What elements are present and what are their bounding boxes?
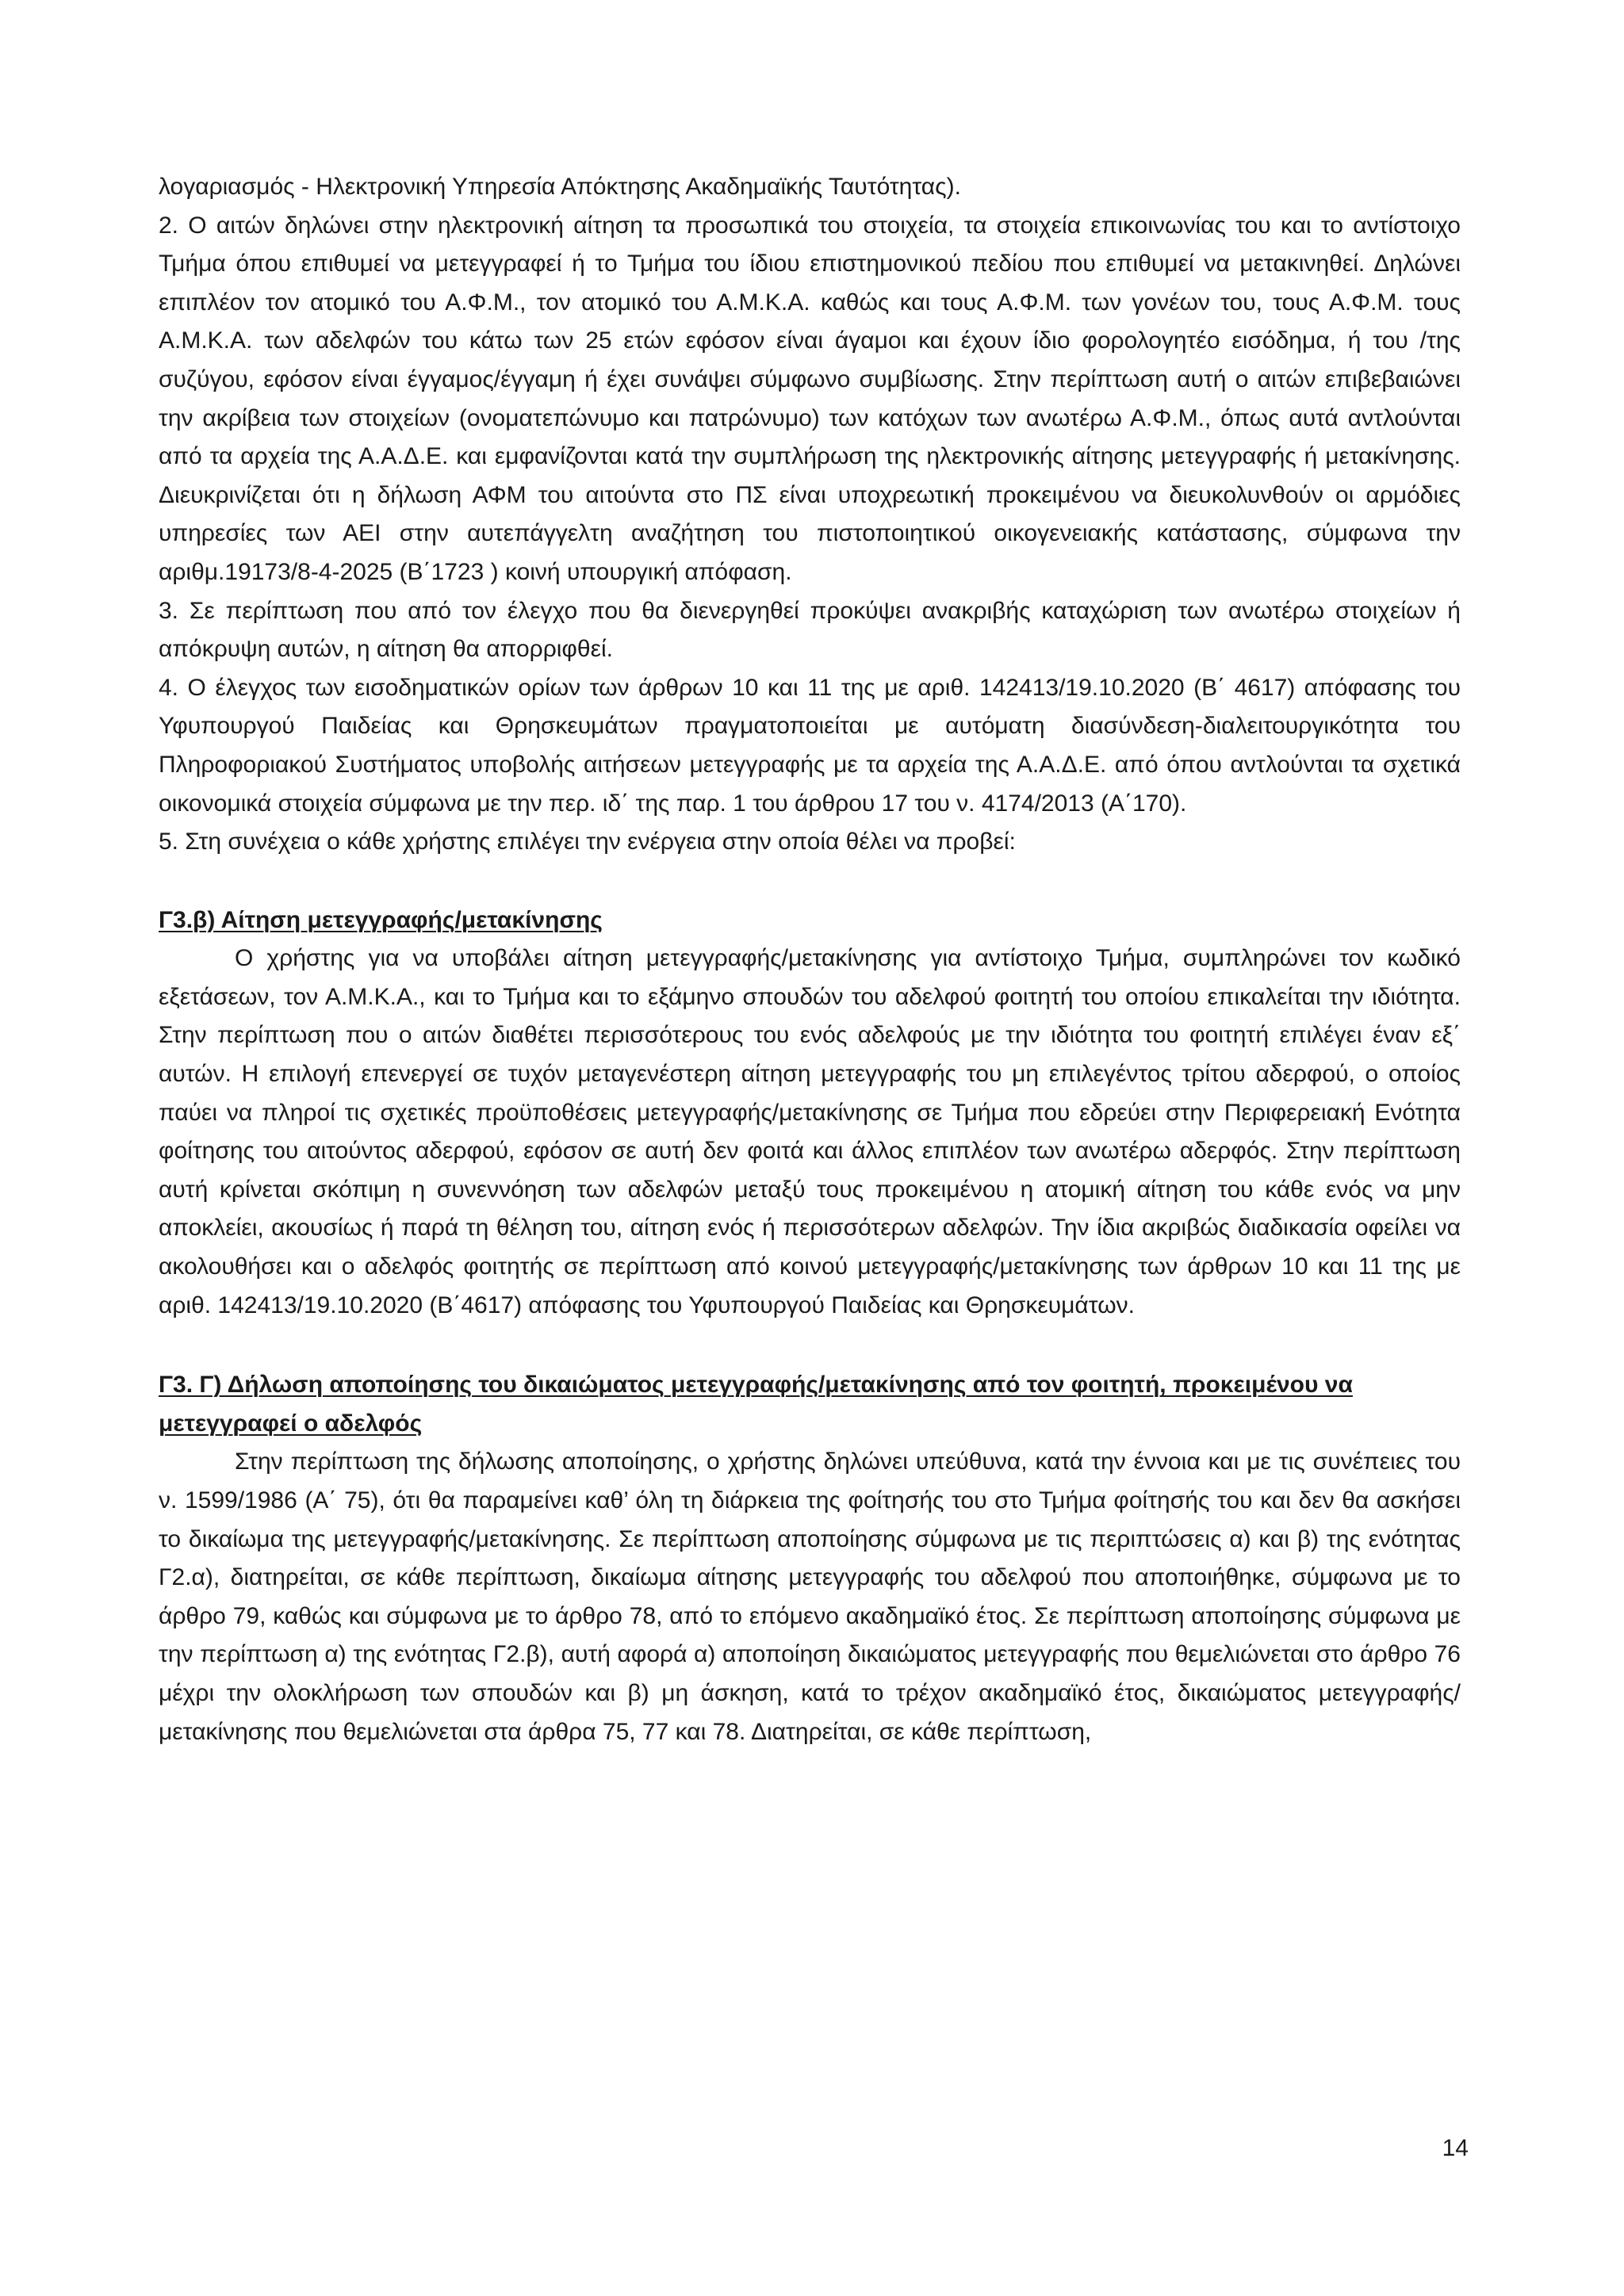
paragraph-account-service: λογαριασμός - Ηλεκτρονική Υπηρεσία Απόκτησης Ακαδημαϊκής Ταυτότητας).	[159, 174, 961, 200]
paragraph-item-5: 5. Στη συνέχεια ο κάθε χρήστης επιλέγει την ενέργεια στην οποία θέλει να προβεί:	[159, 828, 1016, 855]
section-spacer	[159, 1325, 1461, 1366]
page-number: 14	[1442, 2135, 1469, 2161]
section-heading-g3b: Γ3.β) Αίτηση μετεγγραφής/μετακίνησης	[159, 906, 603, 933]
document-page	[159, 168, 1461, 1751]
section-heading-g3g: Γ3. Γ) Δήλωση αποποίησης του δικαιώματος μετεγγραφής/μετακίνησης από τον φοιτητή, προκειμένου να μετεγγραφεί ο αδελφός	[159, 1372, 1353, 1437]
section-spacer	[159, 862, 1461, 901]
paragraph-item-4: 4. Ο έλεγχος των εισοδηματικών ορίων των άρθρων 10 και 11 της με αριθ. 142413/19.10.2020 (Β΄ 4617) απόφασης του Υφυπουργού Παιδείας και Θρησκευμάτων πραγματοποιείται με αυτόματη διασύνδεση-διαλειτουργικότητα του Πληροφοριακού Συστήματος υποβολής αιτήσεων μετεγγραφής με τα αρχεία της Α.Α.Δ.Ε. από όπου αντλούνται τα σχετικά οικονομικά στοιχεία σύμφωνα με την περ. ιδ΄ της παρ. 1 του άρθρου 17 του ν. 4174/2013 (Α΄170).	[159, 674, 1461, 817]
paragraph-item-3: 3. Σε περίπτωση που από τον έλεγχο που θα διενεργηθεί προκύψει ανακριβής καταχώριση των ανωτέρω στοιχείων ή απόκρυψη αυτών, η αίτηση θα απορριφθεί.	[159, 597, 1461, 663]
paragraph-item-2: 2. Ο αιτών δηλώνει στην ηλεκτρονική αίτηση τα προσωπικά του στοιχεία, τα στοιχεία επικοινωνίας του και το αντίστοιχο Τμήμα όπου επιθυμεί να μετεγγραφεί ή το Τμήμα του ίδιου επιστημονικού πεδίου που επιθυμεί να μετακινηθεί. Δηλώνει επιπλέον τον ατομικό του Α.Φ.Μ., τον ατομικό του Α.Μ.Κ.Α. καθώς και τους Α.Φ.Μ. των γονέων του, τους Α.Φ.Μ. τους Α.Μ.Κ.Α. των αδελφών του κάτω των 25 ετών εφόσον είναι άγαμοι και έχουν ίδιο φορολογητέο εισόδημα, ή του /της συζύγου, εφόσον είναι έγγαμος/έγγαμη ή έχει συνάψει σύμφωνο συμβίωσης. Στην περίπτωση αυτή ο αιτών επιβεβαιώνει την ακρίβεια των στοιχείων (ονοματεπώνυμο και πατρώνυμο) των κατόχων των ανωτέρω Α.Φ.Μ., όπως αυτά αντλούνται από τα αρχεία της Α.Α.Δ.Ε. και εμφανίζονται κατά την συμπλήρωση της ηλεκτρονικής αίτησης μετεγγραφής ή μετακίνησης. Διευκρινίζεται ότι η δήλωση ΑΦΜ του αιτούντα στο ΠΣ είναι υποχρεωτική προκειμένου να διευκολυνθούν οι αρμόδιες υπηρεσίες των ΑΕΙ στην αυτεπάγγελτη αναζήτηση του πιστοποιητικού οικογενειακής κατάστασης, σύμφωνα την αριθμ.19173/8-4-2025 (Β΄1723 ) κοινή υπουργική απόφαση.	[159, 212, 1461, 585]
section-body-g3b: Ο χρήστης για να υποβάλει αίτηση μετεγγραφής/μετακίνησης για αντίστοιχο Τμήμα, συμπληρώνει τον κωδικό εξετάσεων, τον Α.Μ.Κ.Α., και το Τμήμα και το εξάμηνο σπουδών του αδελφού φοιτητή του οποίου επικαλείται την ιδιότητα. Στην περίπτωση που ο αιτών διαθέτει περισσότερους του ενός αδελφούς με την ιδιότητα του φοιτητή επιλέγει έναν εξ΄ αυτών. Η επιλογή επενεργεί σε τυχόν μεταγενέστερη αίτηση μετεγγραφής του μη επιλεγέντος τρίτου αδερφού, ο οποίος παύει να πληροί τις σχετικές προϋποθέσεις μετεγγραφής/μετακίνησης σε Τμήμα που εδρεύει στην Περιφερειακή Ενότητα φοίτησης του αιτούντος αδερφού, εφόσον σε αυτή δεν φοιτά και άλλος επιπλέον των ανωτέρω αδερφός. Στην περίπτωση αυτή κρίνεται σκόπιμη η συνεννόηση των αδελφών μεταξύ τους προκειμένου η ατομική αίτηση του κάθε ενός να μην αποκλείει, ακουσίως ή παρά τη θέληση του, αίτηση ενός ή περισσότερων αδελφών. Την ίδια ακριβώς διαδικασία οφείλει να ακολουθήσει και ο αδελφός φοιτητής σε περίπτωση από κοινού μετεγγραφής/μετακίνησης των άρθρων 10 και 11 της με αριθ. 142413/19.10.2020 (Β΄4617) απόφασης του Υφυπουργού Παιδείας και Θρησκευμάτων.	[159, 945, 1461, 1318]
section-body-g3g: Στην περίπτωση της δήλωσης αποποίησης, ο χρήστης δηλώνει υπεύθυνα, κατά την έννοια και με τις συνέπειες του ν. 1599/1986 (Α΄ 75), ότι θα παραμείνει καθ’ όλη τη διάρκεια της φοίτησής του στο Τμήμα φοίτησής του και δεν θα ασκήσει το δικαίωμα της μετεγγραφής/μετακίνησης. Σε περίπτωση αποποίησης σύμφωνα με τις περιπτώσεις α) και β) της ενότητας Γ2.α), διατηρείται, σε κάθε περίπτωση, δικαίωμα αίτησης μετεγγραφής του αδελφού που αποποιήθηκε, σύμφωνα με το άρθρο 79, καθώς και σύμφωνα με το άρθρο 78, από το επόμενο ακαδημαϊκό έτος. Σε περίπτωση αποποίησης σύμφωνα με την περίπτωση α) της ενότητας Γ2.β), αυτή αφορά α) αποποίηση δικαιώματος μετεγγραφής που θεμελιώνεται στο άρθρο 76 μέχρι την ολοκλήρωση των σπουδών και β) μη άσκηση, κατά το τρέχον ακαδημαϊκό έτος, δικαιώματος μετεγγραφής/μετακίνησης που θεμελιώνεται στα άρθρα 75, 77 και 78. Διατηρείται, σε κάθε περίπτωση,	[159, 1448, 1461, 1745]
